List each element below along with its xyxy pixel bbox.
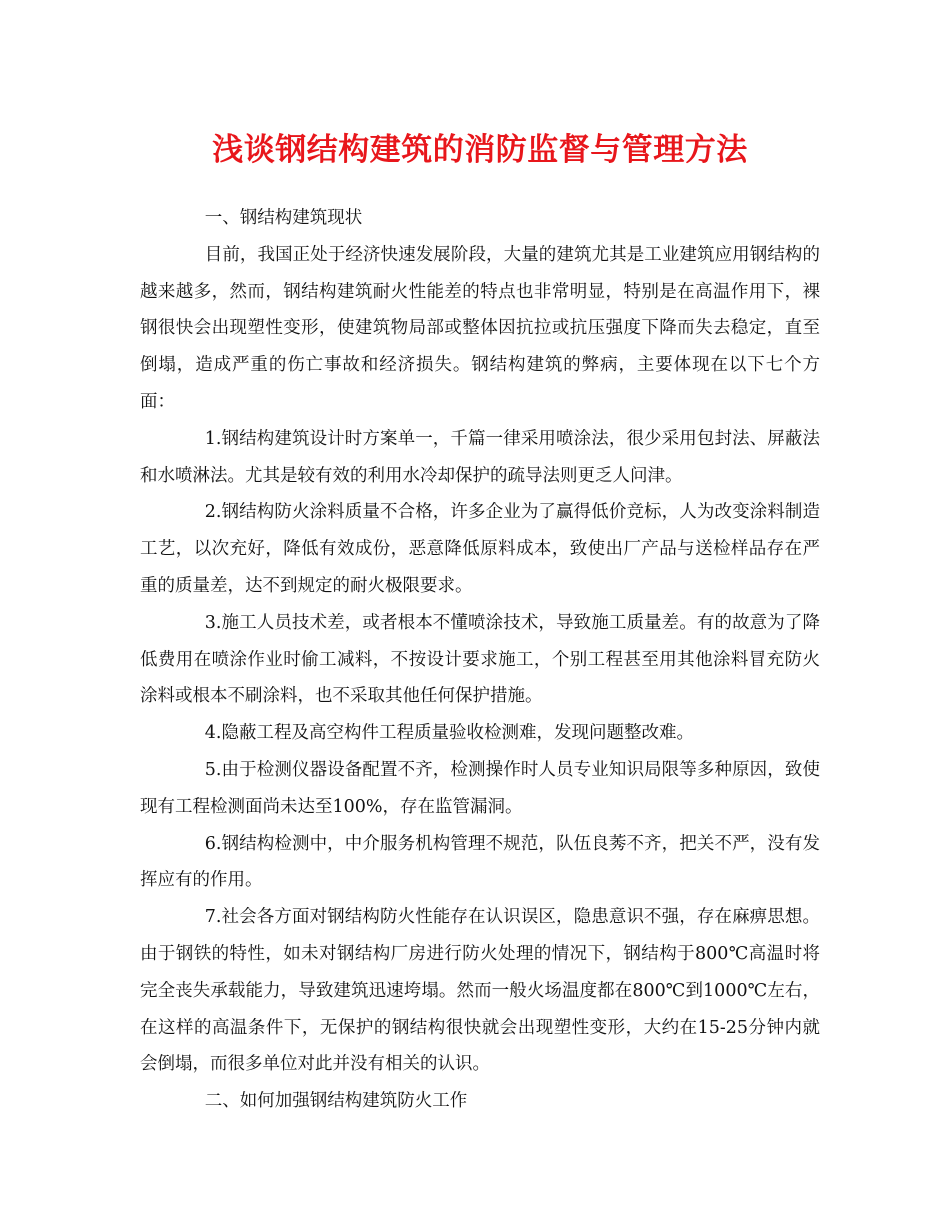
section-heading-2: 二、如何加强钢结构建筑防火工作 [204,1091,468,1112]
section-heading-1: 一、钢结构建筑现状 [204,208,363,228]
list-item-4: 4.隐蔽工程及高空构件工程质量验收检测难，发现问题整改难。 [204,723,694,744]
intro-paragraph: 目前，我国正处于经济快速发展阶段，大量的建筑尤其是工业建筑应用钢结构的越来越多，然而，钢结构建筑耐火性能差的特点也非常明显，特别是在高温作用下，裸钢很快会出现塑性变形，使建筑物局部或整体因抗拉或抗压强度下降而失去稳定，直至倒塌，造成严重的伤亡事故和经济损失。钢结构建筑的弊病，主要体现在以下七个方面： [140,244,820,412]
list-item-2: 2.钢结构防火涂料质量不合格，许多企业为了赢得低价竞标，人为改变涂料制造工艺，以次充好，降低有效成份，恶意降低原料成本，致使出厂产品与送检样品存在严重的质量差，达不到规定的耐火极限要求。 [140,502,820,596]
list-item-1: 1.钢结构建筑设计时方案单一，千篇一律采用喷涂法，很少采用包封法、屏蔽法和水喷淋法。尤其是较有效的利用水冷却保护的疏导法则更乏人问津。 [140,428,820,486]
document-title: 浅谈钢结构建筑的消防监督与管理方法 [212,132,748,168]
list-item-6: 6.钢结构检测中，中介服务机构管理不规范，队伍良莠不齐，把关不严，没有发挥应有的作用。 [140,833,820,891]
list-item-3: 3.施工人员技术差，或者根本不懂喷涂技术，导致施工质量差。有的故意为了降低费用在喷涂作业时偷工减料，不按设计要求施工，个别工程甚至用其他涂料冒充防火涂料或根本不刷涂料，也不采取其他任何保护措施。 [140,612,820,707]
list-item-7: 7.社会各方面对钢结构防火性能存在认识误区，隐患意识不强，存在麻痹思想。由于钢铁的特性，如未对钢结构厂房进行防火处理的情况下，钢结构于800℃高温时将完全丧失承载能力，导致建筑迅速垮塌。然而一般火场温度都在800℃到1000℃左右，在这样的高温条件下，无保护的钢结构很快就会出现塑性变形，大约在15-25分钟内就会倒塌，而很多单位对此并没有相关的认识。 [140,907,820,1075]
list-item-5: 5.由于检测仪器设备配置不齐，检测操作时人员专业知识局限等多种原因，致使现有工程检测面尚未达至100%，存在监管漏洞。 [140,759,820,817]
